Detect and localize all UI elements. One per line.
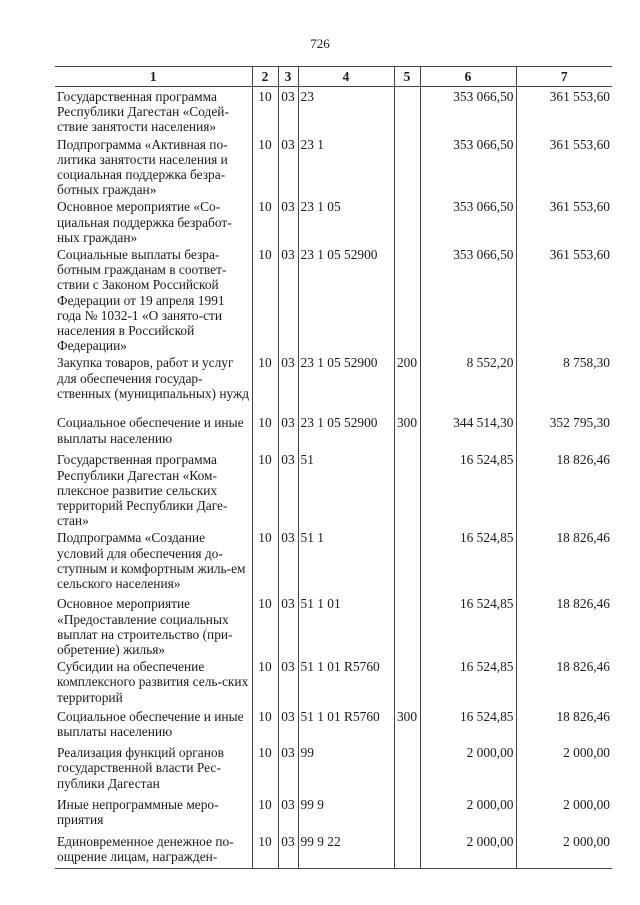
row-section: 10 [252, 594, 278, 657]
row-subsection: 03 [278, 743, 298, 795]
row-amount-2: 18 826,46 [516, 707, 612, 743]
row-amount-1: 16 524,85 [420, 707, 516, 743]
row-amount-1: 8 552,20 [420, 353, 516, 413]
row-subsection: 03 [278, 245, 298, 353]
row-name: Социальное обеспечение и иные выплаты населению [57, 709, 244, 740]
row-name: Подпрограмма «Создание условий для обеспечения до-ступным и комфортным жиль-ем сельского населения» [57, 530, 246, 592]
column-header-7: 7 [516, 67, 612, 87]
row-expense-type [394, 245, 420, 353]
row-expense-type [394, 795, 420, 832]
table-row [55, 657, 612, 707]
row-target-code: 23 1 05 52900 [298, 413, 394, 450]
row-expense-type: 300 [394, 413, 420, 450]
column-header-2: 2 [252, 67, 278, 87]
row-section: 10 [252, 450, 278, 528]
row-section: 10 [252, 832, 278, 868]
table-row [55, 795, 612, 832]
row-subsection: 03 [278, 657, 298, 707]
row-amount-2: 18 826,46 [516, 657, 612, 707]
row-section: 10 [252, 353, 278, 413]
row-subsection: 03 [278, 353, 298, 413]
row-expense-type [394, 657, 420, 707]
row-amount-2: 361 553,60 [516, 245, 612, 353]
row-subsection: 03 [278, 87, 298, 135]
row-amount-1: 353 066,50 [420, 87, 516, 135]
row-section: 10 [252, 135, 278, 198]
row-amount-1: 353 066,50 [420, 197, 516, 245]
column-header-4: 4 [298, 67, 394, 87]
column-header-3: 3 [278, 67, 298, 87]
table-row [55, 197, 612, 245]
column-header-5: 5 [394, 67, 420, 87]
row-name: Государственная программа Республики Дагестан «Ком-плексное развитие сельских территорий Республики Даге-стан» [57, 452, 228, 529]
row-amount-2: 2 000,00 [516, 832, 612, 868]
row-expense-type [394, 450, 420, 528]
row-subsection: 03 [278, 197, 298, 245]
row-amount-2: 2 000,00 [516, 743, 612, 795]
table-row [55, 450, 612, 528]
row-subsection: 03 [278, 594, 298, 657]
row-target-code: 99 9 [298, 795, 394, 832]
row-amount-2: 18 826,46 [516, 450, 612, 528]
row-name: Закупка товаров, работ и услуг для обеспечения государ-ственных (муниципальных) нужд [57, 355, 250, 401]
table-row [55, 707, 612, 743]
row-name: Основное мероприятие «Со-циальная поддержка безработ-ных граждан» [57, 199, 232, 245]
row-name: Социальные выплаты безра-ботным гражданам в соответ-ствии с Законом Российской Федерации от 19 апреля 1991 года № 1032-1 «О занято-сти населения в Российской Федерации» [57, 247, 227, 354]
row-expense-type [394, 528, 420, 594]
row-target-code: 51 1 01 R5760 [298, 657, 394, 707]
row-name: Социальное обеспечение и иные выплаты населению [57, 415, 244, 446]
row-amount-2: 361 553,60 [516, 87, 612, 135]
row-section: 10 [252, 657, 278, 707]
row-section: 10 [252, 528, 278, 594]
row-subsection: 03 [278, 832, 298, 868]
table-row [55, 832, 612, 868]
table-row [55, 353, 612, 413]
row-amount-2: 352 795,30 [516, 413, 612, 450]
row-expense-type [394, 743, 420, 795]
row-subsection: 03 [278, 450, 298, 528]
row-name: Государственная программа Республики Дагестан «Содей-ствие занятости населения» [57, 89, 229, 135]
row-amount-2: 8 758,30 [516, 353, 612, 413]
row-amount-1: 353 066,50 [420, 135, 516, 198]
row-section: 10 [252, 743, 278, 795]
page-number: 726 [310, 36, 330, 51]
row-expense-type [394, 87, 420, 135]
row-subsection: 03 [278, 528, 298, 594]
row-target-code: 51 1 [298, 528, 394, 594]
row-amount-1: 16 524,85 [420, 594, 516, 657]
column-header-1: 1 [55, 67, 252, 87]
row-target-code: 51 1 01 [298, 594, 394, 657]
row-target-code: 23 [298, 87, 394, 135]
row-name: Субсидии на обеспечение комплексного развития сель-ских территорий [57, 659, 249, 705]
header-row [55, 67, 612, 87]
row-amount-2: 18 826,46 [516, 594, 612, 657]
row-expense-type [394, 594, 420, 657]
row-name: Реализация функций органов государственной власти Рес-публики Дагестан [57, 745, 224, 791]
row-amount-1: 2 000,00 [420, 795, 516, 832]
row-amount-1: 353 066,50 [420, 245, 516, 353]
row-expense-type [394, 832, 420, 868]
row-name: Иные непрограммные меро-приятия [57, 797, 219, 828]
row-subsection: 03 [278, 135, 298, 198]
row-name: Подпрограмма «Активная по-литика занятости населения и социальная поддержка безра-ботных граждан» [57, 136, 228, 198]
table-row [55, 245, 612, 353]
row-target-code: 99 9 22 [298, 832, 394, 868]
row-subsection: 03 [278, 795, 298, 832]
row-target-code: 23 1 05 52900 [298, 245, 394, 353]
table-row [55, 135, 612, 198]
row-target-code: 23 1 05 52900 [298, 353, 394, 413]
row-amount-1: 16 524,85 [420, 450, 516, 528]
table-row [55, 528, 612, 594]
row-expense-type: 300 [394, 707, 420, 743]
row-section: 10 [252, 707, 278, 743]
row-amount-1: 344 514,30 [420, 413, 516, 450]
row-target-code: 99 [298, 743, 394, 795]
row-name: Единовременное денежное по-ощрение лицам, награжден- [55, 832, 252, 868]
row-amount-1: 2 000,00 [420, 743, 516, 795]
row-section: 10 [252, 245, 278, 353]
row-name: Основное мероприятие «Предоставление социальных выплат на строительство (при-обретение) жилья» [57, 596, 233, 658]
row-amount-2: 18 826,46 [516, 528, 612, 594]
row-target-code: 51 1 01 R5760 [298, 707, 394, 743]
row-subsection: 03 [278, 413, 298, 450]
row-expense-type: 200 [394, 353, 420, 413]
row-target-code: 51 [298, 450, 394, 528]
row-target-code: 23 1 05 [298, 197, 394, 245]
row-expense-type [394, 197, 420, 245]
row-expense-type [394, 135, 420, 198]
row-section: 10 [252, 795, 278, 832]
row-amount-1: 16 524,85 [420, 657, 516, 707]
table-row [55, 594, 612, 657]
row-amount-2: 361 553,60 [516, 135, 612, 198]
row-section: 10 [252, 87, 278, 135]
row-amount-2: 2 000,00 [516, 795, 612, 832]
table-row [55, 743, 612, 795]
row-section: 10 [252, 197, 278, 245]
column-header-6: 6 [420, 67, 516, 87]
table-row [55, 87, 612, 135]
row-amount-2: 361 553,60 [516, 197, 612, 245]
row-amount-1: 16 524,85 [420, 528, 516, 594]
table-row [55, 413, 612, 450]
row-subsection: 03 [278, 707, 298, 743]
budget-table [55, 66, 612, 869]
row-target-code: 23 1 [298, 135, 394, 198]
row-section: 10 [252, 413, 278, 450]
row-amount-1: 2 000,00 [420, 832, 516, 868]
